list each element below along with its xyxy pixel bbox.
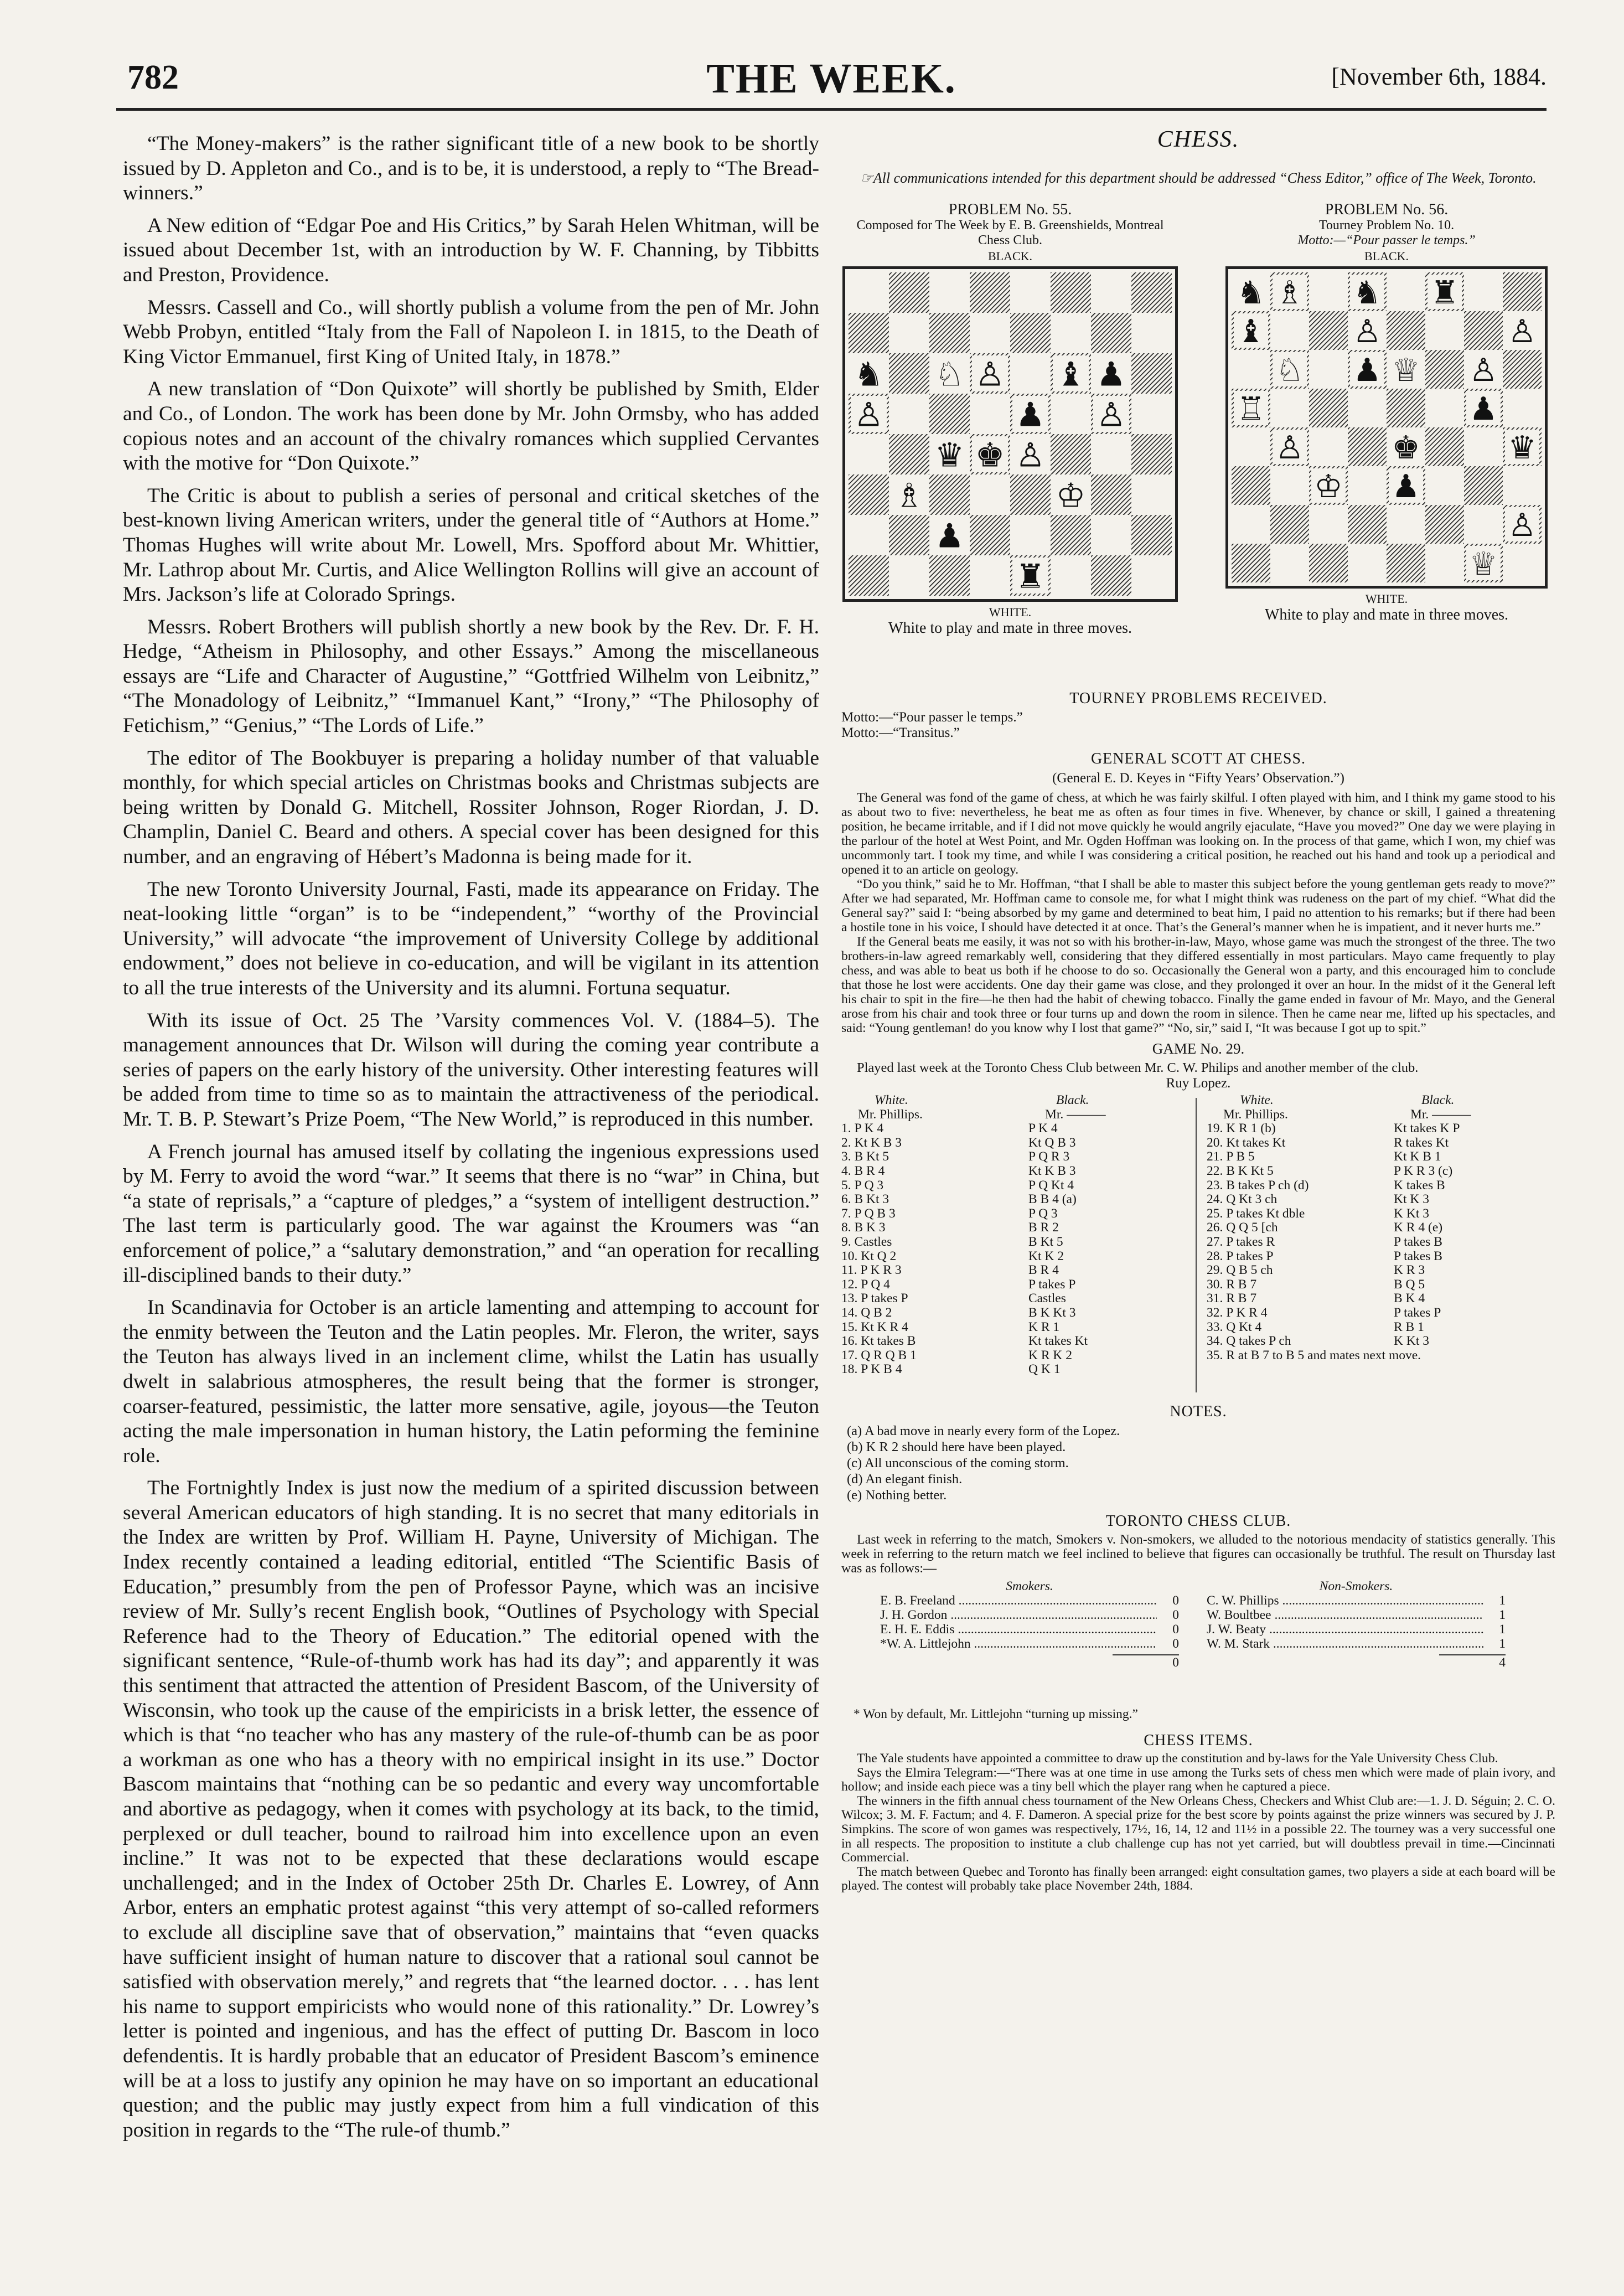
game-move-row: 2. Kt K B 3 Kt Q B 3 [841, 1135, 1076, 1150]
note-item: (e) Nothing better. [847, 1488, 947, 1503]
paragraph-french-journal: A French journal has amused itself by collating the ingenious expressions used by M. Ferry to avoid the word “war.” It seems that there is no “war” in China, but “a state of reprisals,” a “capture of pledges,” a “system of intelligent destruction.” The last term is particularly good. The war against the Kroumers was “an enforcement of police,” a “salutary demonstration,” and “an operation for recalling ill-disciplined bands to their duty.” [123, 1140, 819, 1287]
chess-board-55 [842, 266, 1178, 602]
board-square [849, 515, 889, 555]
tourney-motto-2: Motto:—“Transitus.” [841, 725, 960, 740]
board-square [1425, 427, 1464, 466]
note-item: (c) All unconscious of the coming storm. [847, 1456, 1069, 1471]
chess-piece-icon: ♙ [975, 355, 1005, 394]
page-header [116, 55, 1547, 119]
chess-piece-icon: ♖ [1237, 390, 1265, 427]
problem-55-title: PROBLEM No. 55. [948, 201, 1072, 218]
scott-source: (General E. D. Keyes in “Fifty Years’ Observation.”) [1052, 771, 1344, 786]
board-square [1091, 313, 1131, 353]
chess-notice: ☞All communications intended for this department should be addressed “Chess Editor,” office of The Week, Toronto. [860, 170, 1537, 186]
chess-piece-icon: ♜ [1015, 557, 1046, 596]
game-move-row: 4. B R 4 Kt K B 3 [841, 1163, 1076, 1178]
problem-55-black-label: BLACK. [987, 249, 1033, 263]
result-row: J. H. Gordon ..... 0 [880, 1608, 1179, 1622]
nonsmokers-column [1207, 1579, 1506, 1670]
chess-piece-icon: ♜ [1430, 274, 1459, 311]
board-square [849, 555, 889, 596]
board-square [1348, 505, 1387, 544]
chess-heading: CHESS. [1157, 127, 1240, 152]
tourney-motto-1: Motto:—“Pour passer le temps.” [841, 710, 1023, 725]
board-square [1387, 272, 1425, 311]
board-square [1425, 389, 1464, 427]
board-square [1010, 515, 1051, 555]
board-square [1051, 394, 1091, 434]
notes-heading: NOTES. [1170, 1403, 1227, 1420]
chess-piece-icon: ♘ [934, 355, 965, 394]
game-move-row: 30. R B 7 B Q 5 [1207, 1277, 1425, 1292]
board-square [1232, 505, 1270, 544]
chess-piece-icon: ♟ [1392, 468, 1420, 505]
chess-piece-icon: ♘ [1275, 352, 1304, 389]
chess-piece-icon: ♙ [1353, 313, 1382, 350]
item-new-orleans: The winners in the fifth annual chess tournament of the New Orleans Chess, Checkers and Whist Club are:—1. J. D. Séguin; 2. C. O. Wilcox; 3. M. F. Factum; and 4. F. Dameron. A special prize for the best score by points against the prize winners was secured by J. P. Simpkins. The score of won games was respectively, 17½, 16, 14, 12 and 11½ in a possible 22. The tourney was a very successful one in all respects. The proposition to institute a club challenge cup has not yet carried, but will doubtless prevail in time.—Cincinnati Commercial. [841, 1793, 1555, 1865]
items-heading: CHESS ITEMS. [1144, 1732, 1253, 1749]
chess-column [841, 127, 1555, 1893]
board-square [1091, 555, 1131, 596]
board-square [1425, 544, 1464, 582]
result-row: E. H. E. Eddis ..... 0 [880, 1622, 1179, 1637]
literary-column [123, 132, 819, 2150]
board-square [849, 272, 889, 313]
board-square [1503, 466, 1542, 505]
header-rule [116, 108, 1547, 111]
problem-56-title: PROBLEM No. 56. [1325, 201, 1449, 218]
nonsmokers-label: Non-Smokers. [1319, 1579, 1393, 1593]
paragraph-don-quixote: A new translation of “Don Quixote” will shortly be published by Smith, Elder and Co., of London. The work has been done by Mr. John Ormsby, who has added copious notes and an account of the chivalry romances which supplied Cervantes with the motive for “Don Quixote.” [123, 378, 819, 475]
chess-piece-icon: ♗ [1275, 274, 1304, 311]
board-square [1131, 515, 1172, 555]
board-square [1010, 474, 1051, 515]
board-square [1270, 544, 1309, 582]
game-move-row: 12. P Q 4 P takes P [841, 1277, 1076, 1292]
chess-piece-icon: ♟ [1469, 390, 1498, 427]
scott-paragraph-1: The General was fond of the game of chess, at which he was fairly skilful. I often played with him, and I think my game stood to his as about two to five: nevertheless, he beat me as often as four times in five. Whenever, by chance or skill, I gained a threatening position, he became irritable, and if I did not move quickly he would angrily ejaculate, “Have you moved?” One day we were playing in the parlour of the hotel at West Point, and Mr. Ogden Hoffman was looking on. In the process of that game, which I won, my chief was uncommonly tart. I took my time, and while I was considering a critical position, he reached out his hand and took up a periodical and opened it to an article on geology. [841, 791, 1555, 877]
club-results [841, 1579, 1555, 1706]
board-square [1091, 434, 1131, 474]
board-square [1051, 515, 1091, 555]
board-square [970, 474, 1010, 515]
board-square [1348, 427, 1387, 466]
board-square [1464, 311, 1503, 350]
game-move-row: 21. P B 5 Kt K B 1 [1207, 1149, 1441, 1164]
board-square [1051, 555, 1091, 596]
scott-heading: GENERAL SCOTT AT CHESS. [1090, 750, 1306, 767]
game-move-row: 34. Q takes P ch K Kt 3 [1207, 1334, 1429, 1349]
board-square [1270, 505, 1309, 544]
chess-piece-icon: ♔ [1056, 476, 1086, 515]
game-move-row: 32. P K R 4 P takes P [1207, 1305, 1441, 1320]
problem-55-white-label: WHITE. [989, 605, 1032, 619]
result-row: E. B. Freeland ..... 0 [880, 1593, 1179, 1608]
board-square [1348, 544, 1387, 582]
board-square [1232, 544, 1270, 582]
board-square [1010, 313, 1051, 353]
game-move-row: 33. Q Kt 4 R B 1 [1207, 1319, 1424, 1334]
board-square [1131, 272, 1172, 313]
board-square [1503, 544, 1542, 582]
game-move-row: 31. R B 7 B K 4 [1207, 1291, 1425, 1306]
game-move-row: 19. K R 1 (b) Kt takes K P [1207, 1121, 1460, 1136]
game-heading: GAME No. 29. [1152, 1040, 1245, 1057]
board-square [1131, 474, 1172, 515]
chess-piece-icon: ♙ [1508, 313, 1537, 350]
item-quebec-toronto: The match between Quebec and Toronto has finally been arranged: eight consultation games, two players a side at each board will be played. The contest will probably take place November 24th, 1884. [841, 1864, 1555, 1893]
game-move-row: 27. P takes R P takes B [1207, 1234, 1442, 1249]
board-square [1232, 427, 1270, 466]
notes-list [847, 1423, 1555, 1503]
board-square [1503, 389, 1542, 427]
board-square [1387, 311, 1425, 350]
game-intro: Played last week at the Toronto Chess Club between Mr. C. W. Philips and another member of the club. [857, 1060, 1419, 1075]
board-square [1051, 434, 1091, 474]
problem-55-subtitle: Composed for The Week by E. B. Greenshields, Montreal Chess Club. [856, 218, 1164, 247]
game-move-row: 8. B K 3 B R 2 [841, 1220, 1059, 1235]
problem-56-black-label: BLACK. [1364, 249, 1409, 263]
board-square [1425, 505, 1464, 544]
board-square [889, 515, 929, 555]
game-move-row: 26. Q Q 5 [ch K R 4 (e) [1207, 1220, 1443, 1235]
board-square [849, 313, 889, 353]
chess-items [841, 1752, 1555, 1893]
board-square [1309, 311, 1348, 350]
game-move-row: 14. Q B 2 B K Kt 3 [841, 1305, 1076, 1320]
board-square [1387, 544, 1425, 582]
problem-56-subtitle: Tourney Problem No. 10. [1318, 218, 1455, 233]
note-item: (a) A bad move in nearly every form of the Lopez. [847, 1423, 1120, 1438]
problems-section [841, 202, 1555, 680]
board-square [1091, 474, 1131, 515]
scott-paragraph-2: “Do you think,” said he to Mr. Hoffman, “that I shall be able to master this subject before the young gentleman gets ready to move?” After we had separated, Mr. Hoffman came to console me, for what I might think was rudeness on the part of my chief. “What did the General say?” said I: “being absorbed by my game and determined to beat him, I paid no attention to his remarks; but if there had been a hostile tone in his voice, I should have detected it at once. That’s the General’s manner when he is impatient, and it never hurts me.” [841, 877, 1555, 935]
problem-56-motto: Motto:—“Pour passer le temps.” [1297, 233, 1476, 247]
board-square [929, 394, 970, 434]
board-square [929, 555, 970, 596]
board-square [1464, 466, 1503, 505]
board-square [1010, 272, 1051, 313]
chess-piece-icon: ♛ [1508, 429, 1537, 466]
board-square [1131, 434, 1172, 474]
issue-date: [November 6th, 1884. [1331, 63, 1547, 90]
board-square [970, 313, 1010, 353]
board-square [1131, 394, 1172, 434]
paragraph-money-makers: “The Money-makers” is the rather significant title of a new book to be shortly issued by D. Appleton and Co., and is to be, it is understood, a reply to “The Bread-winners.” [123, 132, 819, 205]
game-move-row: 18. P K B 4 Q K 1 [841, 1362, 1061, 1377]
board-square [1270, 389, 1309, 427]
result-total: 4 [1439, 1654, 1506, 1670]
game-divider [1196, 1098, 1197, 1392]
game-move-row: 13. P takes P Castles [841, 1291, 1066, 1306]
game-score-table [841, 1093, 1555, 1404]
scott-paragraph-3: If the General beats me easily, it was not so with his brother-in-law, Mayo, whose game was much the strongest of the three. The two brothers-in-law agreed remarkably well, considering that they differed essentially in most particulars. Mayo came frequently to play chess, and was able to beat us both if he choose to do so. Occasionally the General won a party, and this encouraged him to conclude that those he lost were accidents. One day their game was close, and they prolonged it over an hour. In the midst of it the General left his chair to spit in the fire—he then had the habit of chewing tobacco. Finally the game ended in favour of Mr. Mayo, and the General arose from his chair and took three or four turns up and down the room in silence. Then he came near me, lifted up his spectacles, and said: “Young gentleman! do you know why I lost that game?” “No, sir,” said I, “It was because I got up to spit.” [841, 935, 1555, 1035]
game-move-row: 20. Kt takes Kt R takes Kt [1207, 1135, 1449, 1150]
result-total: 0 [1113, 1654, 1179, 1670]
board-square [889, 272, 929, 313]
game-move-row: 25. P takes Kt dble K Kt 3 [1207, 1206, 1429, 1221]
game-move-row: 16. Kt takes B Kt takes Kt [841, 1334, 1088, 1349]
board-square [1010, 353, 1051, 394]
board-square [929, 474, 970, 515]
paragraph-cassell: Messrs. Cassell and Co., will shortly publish a volume from the pen of Mr. John Webb Probyn, entitled “Italy from the Fall of Napoleon I. in 1815, to the Death of King Victor Emmanuel, first King of United Italy, in 1878.” [123, 296, 819, 368]
paragraph-bookbuyer: The editor of The Bookbuyer is preparing a holiday number of that valuable monthly, for which special articles on Christmas books and Christmas subjects are being written by Donald G. Mitchell, Rossiter Johnson, Roger Riordan, J. D. Champlin, Daniel C. Beard and others. A special cover has been designed for this number, and an engraving of Hébert’s Madonna is being made for it. [123, 746, 819, 869]
chess-piece-icon: ♕ [1469, 545, 1498, 582]
result-row: J. W. Beaty ..... 1 [1207, 1622, 1506, 1637]
board-square [1309, 350, 1348, 389]
chess-piece-icon: ♚ [1392, 429, 1420, 466]
board-square [970, 272, 1010, 313]
chess-board-56 [1225, 266, 1548, 589]
chess-piece-icon: ♕ [1392, 352, 1420, 389]
problem-56-caption: White to play and mate in three moves. [1264, 606, 1509, 623]
chess-piece-icon: ♙ [1508, 507, 1537, 544]
board-square [1309, 505, 1348, 544]
game-move-row: 24. Q Kt 3 ch Kt K 3 [1207, 1192, 1429, 1207]
problem-56-white-label: WHITE. [1365, 592, 1408, 606]
board-square [1131, 313, 1172, 353]
game-move-row: 23. B takes P ch (d) K takes B [1207, 1178, 1445, 1193]
chess-piece-icon: ♙ [1096, 395, 1126, 435]
board-square [889, 353, 929, 394]
masthead: THE WEEK. [706, 55, 956, 102]
board-square [889, 434, 929, 474]
board-square [1051, 272, 1091, 313]
board-square [1131, 555, 1172, 596]
game-move-row: 22. B K Kt 5 P K R 3 (c) [1207, 1163, 1453, 1178]
board-square [1309, 544, 1348, 582]
chess-piece-icon: ♞ [1237, 274, 1265, 311]
paragraph-roberts: Messrs. Robert Brothers will publish shortly a new book by the Rev. Dr. F. H. Hedge, “Atheism in Philosophy, and other Essays.” Among the miscellaneous essays are “Life and Character of Augustine,” “Gottfried Wilhelm von Leibnitz,” “The Monadology of Leibnitz,” “Immanuel Kant,” “Irony,” “The Philosophy of Fetichism,” “Genius,” “The Lords of Life.” [123, 615, 819, 737]
result-row: W. Boultbee ..... 1 [1207, 1608, 1506, 1622]
note-item: (d) An elegant finish. [847, 1472, 963, 1487]
chess-piece-icon: ♙ [1015, 436, 1046, 475]
board-square [1387, 505, 1425, 544]
board-square [1348, 389, 1387, 427]
board-square [1091, 272, 1131, 313]
game-opening: Ruy Lopez. [1166, 1076, 1231, 1091]
result-row: C. W. Phillips ..... 1 [1207, 1593, 1506, 1608]
game-move-row: 10. Kt Q 2 Kt K 2 [841, 1248, 1064, 1263]
board-square [889, 313, 929, 353]
game-move-row: 17. Q R Q B 1 K R K 2 [841, 1348, 1072, 1363]
tourney-heading: TOURNEY PROBLEMS RECEIVED. [1069, 690, 1327, 707]
chess-piece-icon: ♚ [975, 436, 1005, 475]
board-square [1131, 353, 1172, 394]
chess-piece-icon: ♟ [1096, 355, 1126, 394]
problem-55 [841, 202, 1179, 637]
board-square [1091, 515, 1131, 555]
result-row: *W. A. Littlejohn ..... 0 [880, 1637, 1179, 1651]
board-square [1270, 311, 1309, 350]
chess-piece-icon: ♙ [854, 395, 884, 435]
problem-56 [1218, 202, 1555, 623]
board-square [1348, 466, 1387, 505]
item-yale: The Yale students have appointed a committee to draw up the constitution and by-laws for the Yale University Chess Club. [857, 1751, 1498, 1766]
board-square [1425, 350, 1464, 389]
board-square [970, 515, 1010, 555]
game-move-row: 29. Q B 5 ch K R 3 [1207, 1263, 1425, 1278]
chess-piece-icon: ♗ [894, 476, 924, 515]
game-half: White. Black. Mr. Phillips. Mr. ——— 1. P K 4 P K 4 2. Kt K B 3 Kt Q B 3 3. B Kt 5 P Q R 3 4. B R 4 Kt K B 3 5. P Q 3 P Q Kt 4 6. B Kt 3 B B 4 (a) 7. P Q B 3 P Q 3 8. B K 3 B R 2 9. Castles B Kt 5 10. Kt Q 2 Kt K 2 11. P K R 3 B R 4 12. P Q 4 P takes P 13. P takes P Castles 14. Q B 2 B K Kt 3 15. Kt K R 4 K R 1 16. Kt takes B Kt takes Kt 17. Q R Q B 1 K R K 2 18. P K B 4 Q K 1 [841, 1093, 1106, 1377]
paragraph-varsity: With its issue of Oct. 25 The ’Varsity commences Vol. V. (1884–5). The management announces that Dr. Wilson will during the coming year contribute a series of papers on the early history of the university. Other interesting features will be added from time to time so as to maintain the attractiveness of the periodical. Mr. T. B. P. Stewart’s Prize Poem, “The New World,” is reproduced in this number. [123, 1009, 819, 1131]
smokers-column [880, 1579, 1179, 1670]
chess-piece-icon: ♟ [934, 517, 965, 556]
board-square [1309, 272, 1348, 311]
game-move-row: 1. P K 4 P K 4 [841, 1121, 1058, 1136]
problem-55-caption: White to play and mate in three moves. [888, 620, 1132, 637]
board-square [970, 394, 1010, 434]
club-heading: TORONTO CHESS CLUB. [1105, 1513, 1291, 1530]
board-square [1309, 427, 1348, 466]
chess-piece-icon: ♞ [1353, 274, 1382, 311]
board-square [1309, 389, 1348, 427]
game-move-row: 5. P Q 3 P Q Kt 4 [841, 1178, 1074, 1193]
game-move-row: 7. P Q B 3 P Q 3 [841, 1206, 1058, 1221]
chess-piece-icon: ♝ [1056, 355, 1086, 394]
board-square [849, 474, 889, 515]
game-move-row: 9. Castles B Kt 5 [841, 1234, 1063, 1249]
board-square [970, 555, 1010, 596]
game-move-row: 35. R at B 7 to B 5 and mates next move. [1207, 1348, 1421, 1363]
board-square [1387, 389, 1425, 427]
board-square [849, 434, 889, 474]
board-square [1425, 466, 1464, 505]
chess-piece-icon: ♟ [1015, 395, 1046, 435]
result-row: W. M. Stark ..... 1 [1207, 1637, 1506, 1651]
paragraph-critic: The Critic is about to publish a series of personal and critical sketches of the best-known living American writers, under the general title of “Authors at Home.” Thomas Hughes will write about Mr. Lowell, Mrs. Spofford about Mr. Whittier, Mr. Lathrop about Mr. Curtis, and Alice Wellington Rollins will give an account of Mrs. Jackson’s life at Colorado Springs. [123, 484, 819, 606]
board-square [1464, 272, 1503, 311]
paragraph-fortnightly-index: The Fortnightly Index is just now the medium of a spirited discussion between several American educators of high standing. It is no secret that many editorials in the Index are written by Prof. William H. Payne, University of Michigan. The Index recently contained a leading editorial, entitled “The Scientific Basis of Education,” presumbly from the pen of Professor Payne, which was an incisive review of Mr. Sully’s recent English book, “Outlines of Psychology with Special Reference had to the Theory of Education.” The editorial opened with the significant sentence, “Rule-of-thumb work has had its day”; and apparently it was this sentiment that attracted the attention of President Bascom, of the University of Wisconsin, who took up the cause of the empiricists in a brisk letter, the essence of which is that “no teacher who has any mastery of the rule-of-thumb can be as poor a workman as one who has a theory with no empirical insight in its use.” Doctor Bascom maintains that “nothing can be so pedantic and every way uncomfortable and abortive as pedagogy, when it comes with psychology at its back, to the timid, perplexed or dull teacher, bound to railroad him into excellence upon an even incline.” It was not to be expected that these declarations would escape unchallenged; and in the Index of October 25th Dr. Charles E. Lowrey, of Ann Arbor, enters an emphatic protest against “this very attempt of so-called reformers to exclude all discipline save that of observation,” maintains that “even quacks have sufficient insight of human nature to discover that a rational soul cannot be satisfied with observation merely,” and regrets that “the learned doctor. . . . has lent his name to support empiricists who would none of this rationality.” Dr. Lowrey’s letter is pointed and ingenious, and has the effect of putting Dr. Bascom in loco defendentis. It is hardly probable that an educator of President Bascom’s eminence will be at a loss to justify any opinion he may have on so important an educational question; and the public may justly expect from him a full vindication of this position in regards to the “The rule-of thumb.” [123, 1477, 819, 2142]
paragraph-poe: A New edition of “Edgar Poe and His Critics,” by Sarah Helen Whitman, will be issued about December 1st, with an introduction by W. F. Channing, by Tibbitts and Preston, Providence. [123, 214, 819, 286]
paragraph-fasti: The new Toronto University Journal, Fasti, made its appearance on Friday. The neat-looking little “organ” is to be “independent,” “worthy of the Provincial University,” will advocate “the improvement of University College by additional endowment,” does not believe in co-education, and will be vigilant in its attention to all the true interests of the University and its alumni. Fortuna sequatur. [123, 878, 819, 999]
board-square [1051, 313, 1091, 353]
note-item: (b) K R 2 should here have been played. [847, 1439, 1066, 1454]
board-square [929, 313, 970, 353]
game-move-row: 15. Kt K R 4 K R 1 [841, 1319, 1060, 1334]
tourney-mottos [841, 710, 1555, 741]
board-56-diagram [1232, 272, 1542, 582]
board-square [1503, 272, 1542, 311]
chess-piece-icon: ♛ [934, 436, 965, 475]
game-move-row: 3. B Kt 5 P Q R 3 [841, 1149, 1070, 1164]
board-square [1270, 466, 1309, 505]
paragraph-scandinavia: In Scandinavia for October is an article lamenting and attemping to account for the enmity between the Teuton and the Latin peoples. Mr. Fleron, the writer, says the Teuton has always lived in an inclement clime, whilst the Latin has usually dwelt in salabrious atmospheres, the result being that the former is stronger, coarser-featured, pessimistic, the latter more sensative, agile, joyous—the Teuton acting the male impersonation in human history, the Latin peforming the feminine role. [123, 1296, 819, 1467]
board-square [889, 555, 929, 596]
scott-story [841, 791, 1555, 1035]
chess-piece-icon: ♙ [1469, 352, 1498, 389]
game-half: White. Black. Mr. Phillips. Mr. ——— 19. K R 1 (b) Kt takes K P 20. Kt takes Kt R takes Kt 21. P B 5 Kt K B 1 22. B K Kt 5 P K R 3 (c) 23. B takes P ch (d) K takes B 24. Q Kt 3 ch Kt K 3 25. P takes Kt dble K Kt 3 26. Q Q 5 [ch K R 4 (e) 27. P takes R P takes B 28. P takes P P takes B 29. Q B 5 ch K R 3 30. R B 7 B Q 5 31. R B 7 B K 4 32. P K R 4 P takes P 33. Q Kt 4 R B 1 34. Q takes P ch K Kt 3 35. R at B 7 to B 5 and mates next move. [1207, 1093, 1471, 1363]
club-footnote: * Won by default, Mr. Littlejohn “turning up missing.” [854, 1707, 1138, 1721]
board-square [889, 394, 929, 434]
board-55-diagram [849, 272, 1172, 596]
page-number: 782 [127, 59, 179, 96]
board-square [1464, 505, 1503, 544]
chess-piece-icon: ♝ [1237, 313, 1265, 350]
board-square [1232, 350, 1270, 389]
item-elmira: Says the Elmira Telegram:—“There was at one time in use among the Turks sets of chess men which were made of plain ivory, and hollow; and inside each piece was a tiny bell which the player rang when he captured a piece. [841, 1765, 1555, 1794]
game-move-row: 6. B Kt 3 B B 4 (a) [841, 1192, 1077, 1207]
board-square [1232, 466, 1270, 505]
club-text: Last week in referring to the match, Smokers v. Non-smokers, we alluded to the notorious mendacity of statistics generally. This week in referring to the return match we feel inclined to believe that figures can occasionally be truthful. The result on Thursday last was as follows:— [841, 1533, 1555, 1576]
chess-piece-icon: ♞ [854, 355, 884, 394]
chess-piece-icon: ♟ [1353, 352, 1382, 389]
chess-piece-icon: ♙ [1275, 429, 1304, 466]
board-square [929, 272, 970, 313]
smokers-label: Smokers. [1006, 1579, 1053, 1593]
board-square [1464, 427, 1503, 466]
chess-piece-icon: ♔ [1314, 468, 1343, 505]
game-move-row: 11. P K R 3 B R 4 [841, 1263, 1059, 1278]
board-square [1503, 350, 1542, 389]
board-square [1425, 311, 1464, 350]
game-move-row: 28. P takes P P takes B [1207, 1248, 1442, 1263]
